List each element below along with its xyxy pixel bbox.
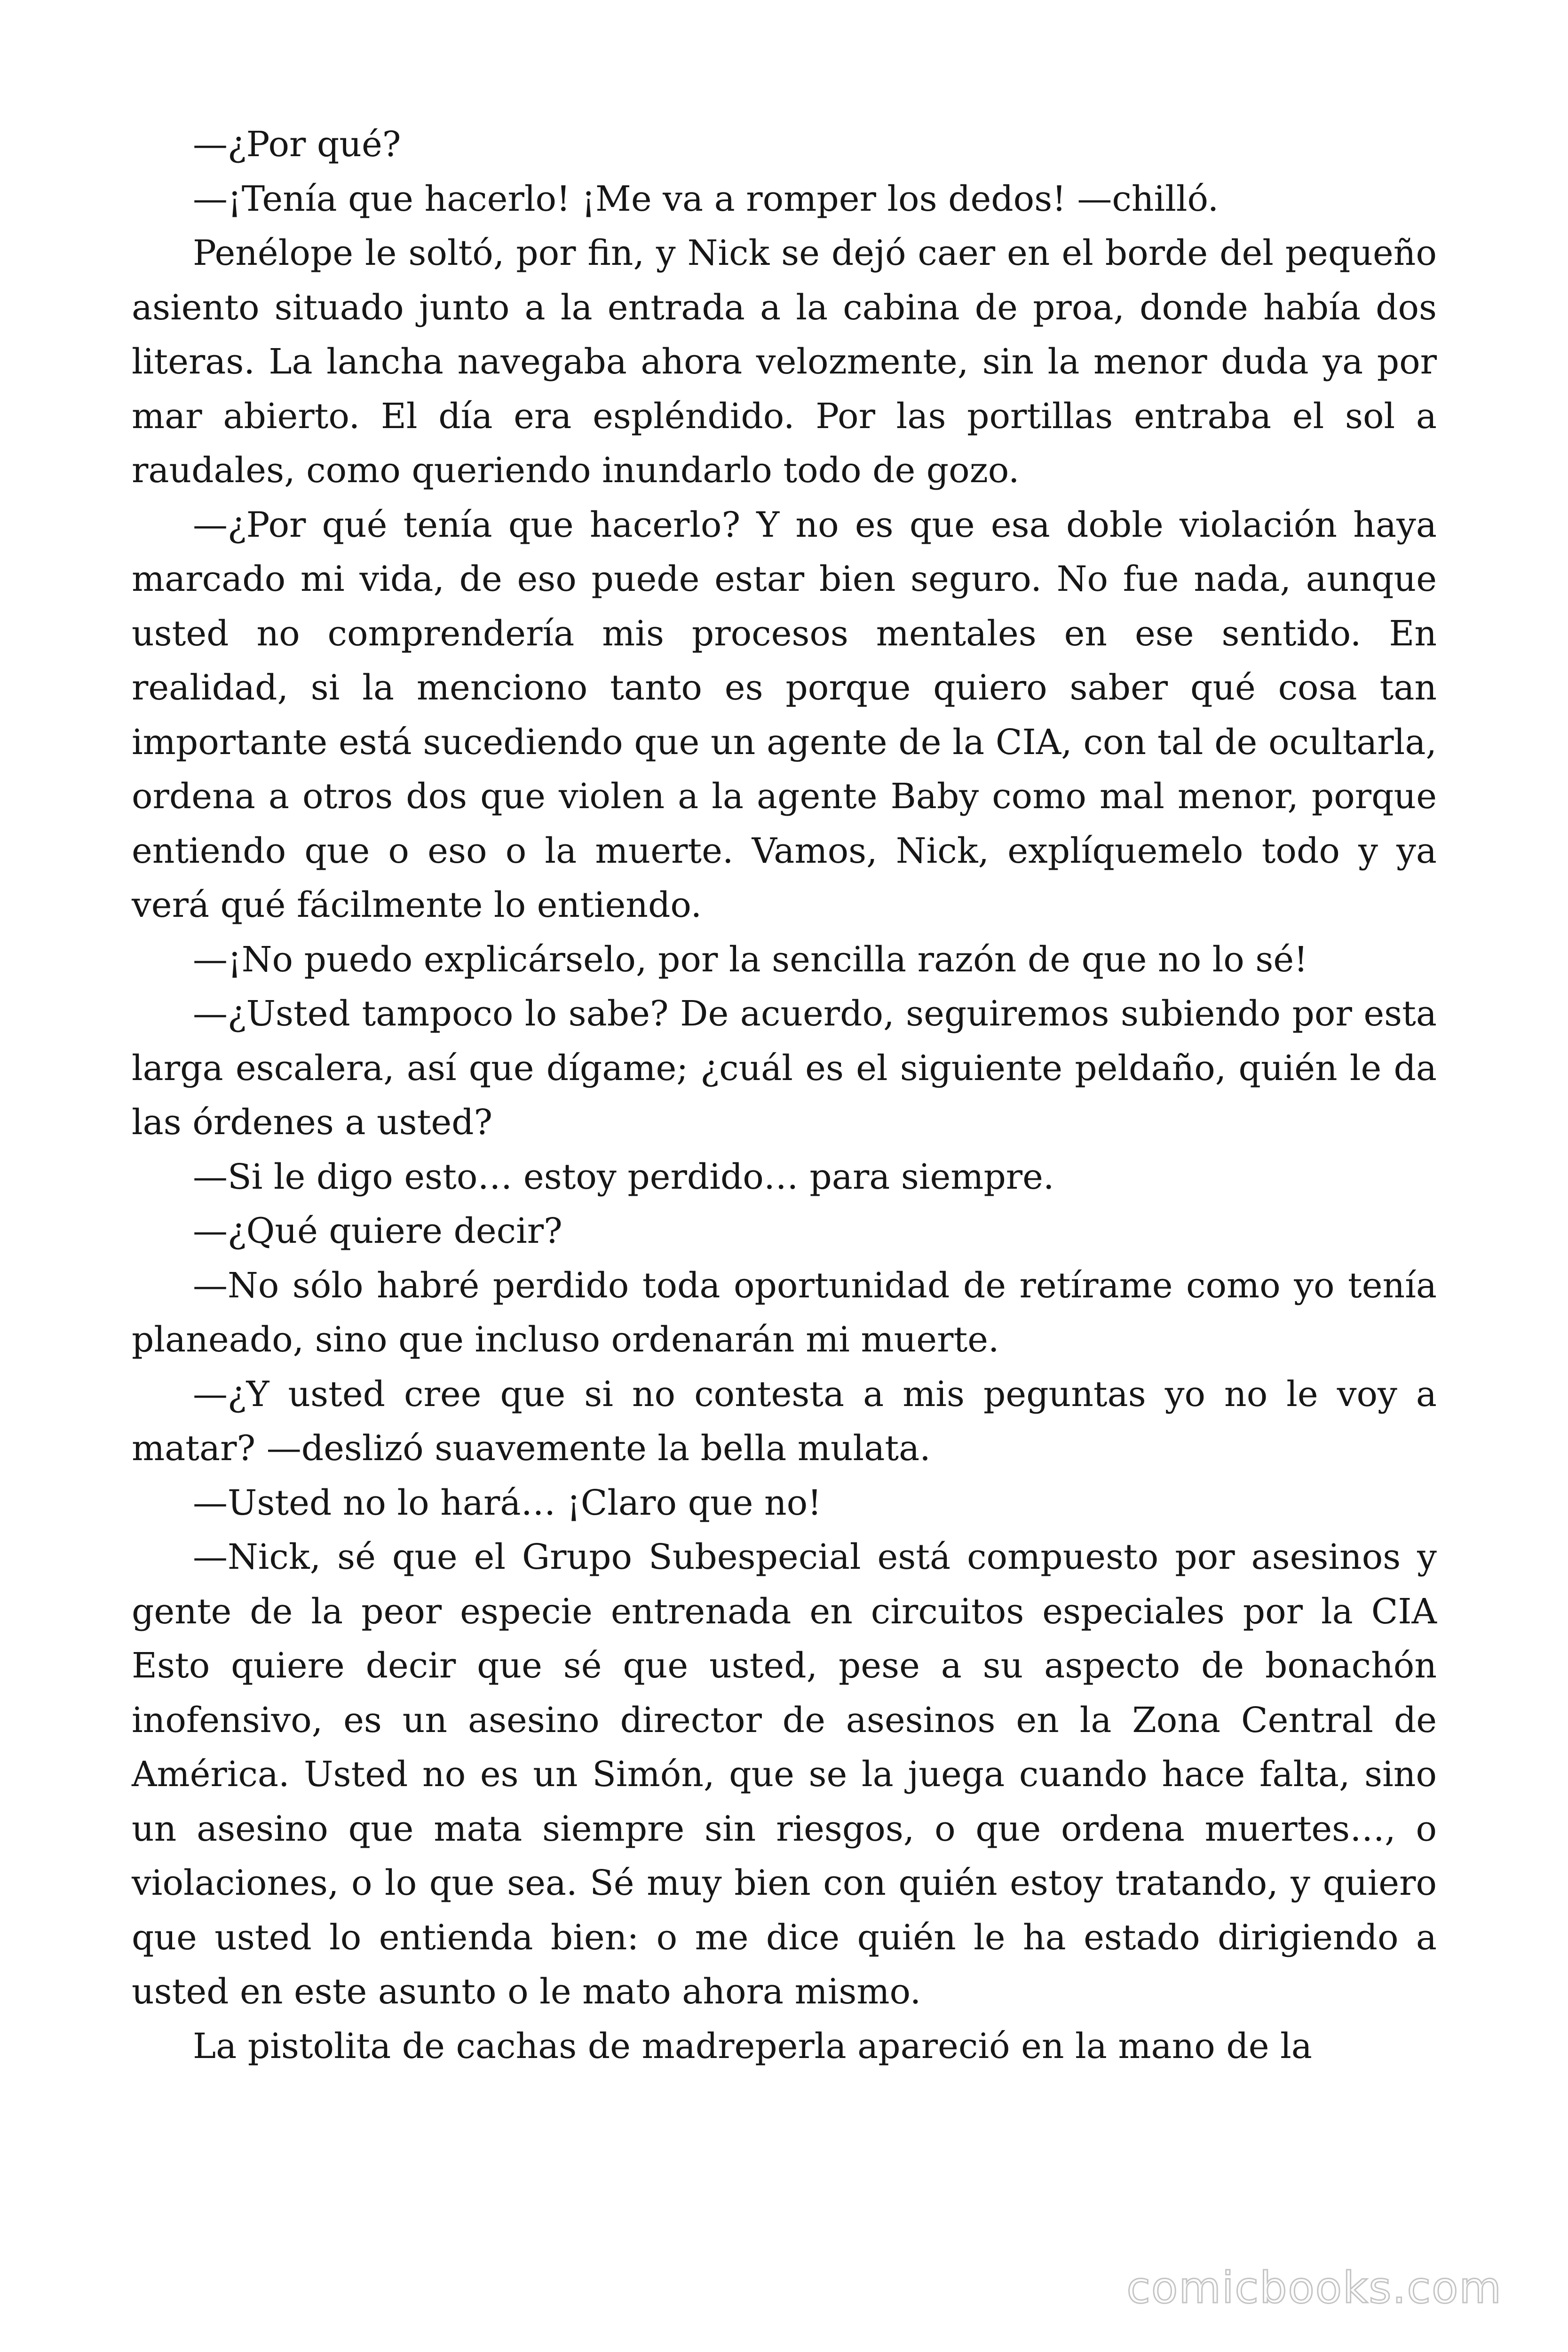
paragraph-5: —¡No puedo explicárselo, por la sencilla razón de que no lo sé!: [193, 939, 1308, 980]
paragraph-1: —¿Por qué?: [193, 124, 401, 165]
paragraph-10: —¿Y usted cree que si no contesta a mis peguntas yo no le voy a matar? —deslizó suavemente la bella mulata.: [132, 1374, 1437, 1469]
paragraph-7: —Si le digo esto… estoy perdido… para siempre.: [193, 1156, 1054, 1197]
watermark: comicbooks.com: [1126, 2263, 1502, 2313]
paragraph-6: —¿Usted tampoco lo sabe? De acuerdo, seguiremos subiendo por esta larga escalera, así que dígame; ¿cuál es el siguiente peldaño, quién le da las órdenes a usted?: [132, 993, 1437, 1143]
book-page-text: [132, 118, 1437, 2074]
paragraph-9: —No sólo habré perdido toda oportunidad de retírame como yo tenía planeado, sino que incluso ordenarán mi muerte.: [132, 1265, 1437, 1360]
paragraph-2: —¡Tenía que hacerlo! ¡Me va a romper los dedos! —chilló.: [193, 178, 1219, 219]
paragraph-12: —Nick, sé que el Grupo Subespecial está compuesto por asesinos y gente de la peor especie entrenada en circuitos especiales por la CIA Esto quiere decir que sé que usted, pese a su aspecto de bonachón inofensivo, es un asesino director de asesinos en la Zona Central de América. Usted no es un Simón, que se la juega cuando hace falta, sino un asesino que mata siempre sin riesgos, o que ordena muertes…, o violaciones, o lo que sea. Sé muy bien con quién estoy tratando, y quiero que usted lo entienda bien: o me dice quién le ha estado dirigiendo a usted en este asunto o le mato ahora mismo.: [132, 1537, 1437, 2012]
paragraph-13: La pistolita de cachas de madreperla apareció en la mano de la: [193, 2026, 1312, 2066]
paragraph-3: Penélope le soltó, por fin, y Nick se dejó caer en el borde del pequeño asiento situado junto a la entrada a la cabina de proa, donde había dos literas. La lancha navegaba ahora velozmente, sin la menor duda ya por mar abierto. El día era espléndido. Por las portillas entraba el sol a raudales, como queriendo inundarlo todo de gozo.: [132, 233, 1437, 491]
paragraph-4: —¿Por qué tenía que hacerlo? Y no es que esa doble violación haya marcado mi vida, de eso puede estar bien seguro. No fue nada, aunque usted no comprendería mis procesos mentales en ese sentido. En realidad, si la menciono tanto es porque quiero saber qué cosa tan importante está sucediendo que un agente de la CIA, con tal de ocultarla, ordena a otros dos que violen a la agente Baby como mal menor, porque entiendo que o eso o la muerte. Vamos, Nick, explíquemelo todo y ya verá qué fácilmente lo entiendo.: [132, 504, 1437, 925]
paragraph-11: —Usted no lo hará… ¡Claro que no!: [193, 1482, 822, 1523]
paragraph-8: —¿Qué quiere decir?: [193, 1211, 562, 1251]
